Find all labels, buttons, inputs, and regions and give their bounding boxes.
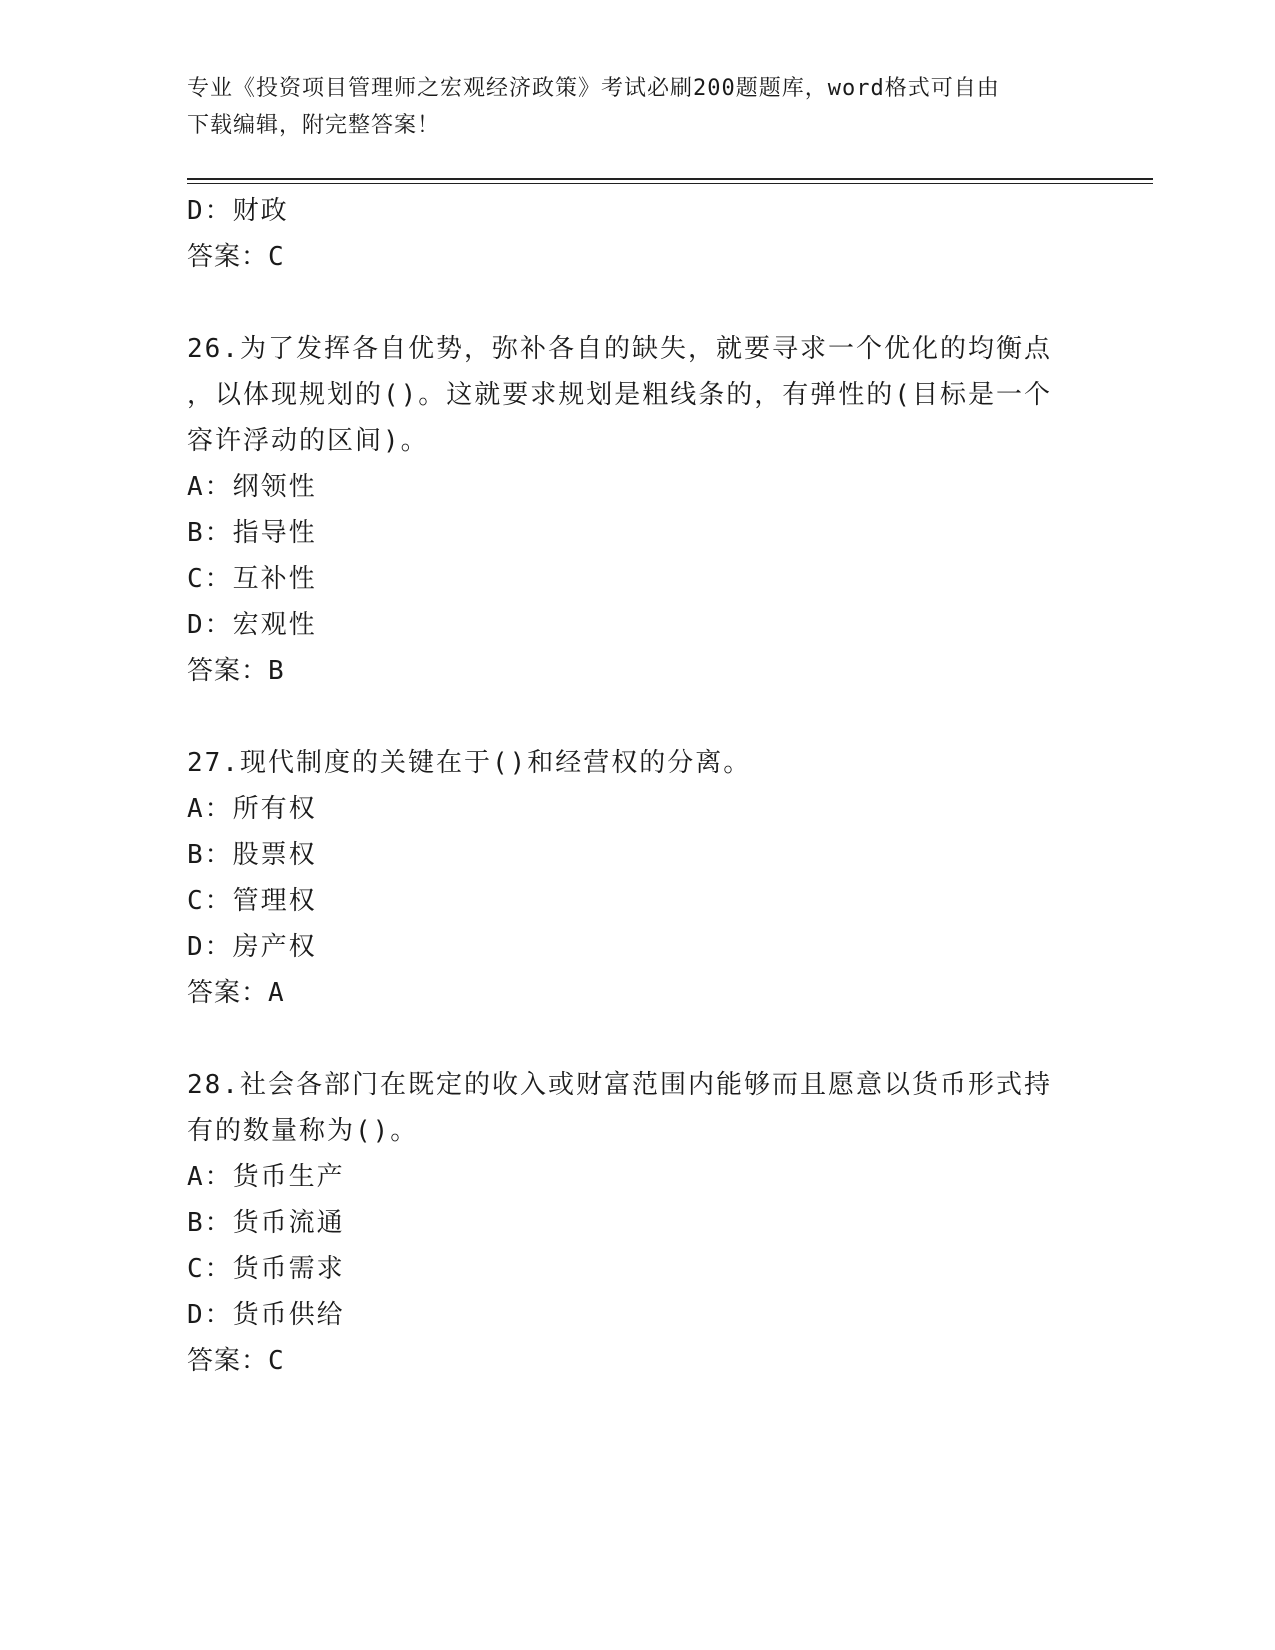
question-stem-line: 28.社会各部门在既定的收入或财富范围内能够而且愿意以货币形式持 bbox=[187, 1070, 1052, 1100]
option-a: A：货币生产 bbox=[187, 1162, 345, 1192]
question-27 bbox=[187, 740, 1087, 1016]
option-c: C：管理权 bbox=[187, 886, 317, 916]
question-stem-line: 有的数量称为()。 bbox=[187, 1116, 419, 1146]
option-d: D：货币供给 bbox=[187, 1300, 345, 1330]
question-stem-line: 容许浮动的区间)。 bbox=[187, 426, 429, 456]
option-c: C：货币需求 bbox=[187, 1254, 345, 1284]
option-c: C：互补性 bbox=[187, 564, 317, 594]
answer-line: 答案：C bbox=[187, 1346, 285, 1376]
header-rule-thick bbox=[187, 178, 1153, 180]
option-a: A：纲领性 bbox=[187, 472, 317, 502]
header-line-1: 专业《投资项目管理师之宏观经济政策》考试必刷200题题库，word格式可自由 bbox=[187, 76, 1000, 101]
question-28 bbox=[187, 1062, 1087, 1384]
option-d: D：房产权 bbox=[187, 932, 317, 962]
question-stem-line: ，以体现规划的()。这就要求规划是粗线条的，有弹性的(目标是一个 bbox=[187, 380, 1052, 410]
header-rule-thin bbox=[187, 183, 1153, 184]
spacer bbox=[187, 1016, 1087, 1062]
spacer bbox=[187, 694, 1087, 740]
option-d: D：财政 bbox=[187, 196, 289, 226]
question-stem-line: 26.为了发挥各自优势，弥补各自的缺失，就要寻求一个优化的均衡点 bbox=[187, 334, 1052, 364]
question-stem-line: 27.现代制度的关键在于()和经营权的分离。 bbox=[187, 748, 752, 778]
answer-line: 答案：B bbox=[187, 656, 285, 686]
option-d: D：宏观性 bbox=[187, 610, 317, 640]
question-26 bbox=[187, 326, 1087, 694]
spacer bbox=[187, 280, 1087, 326]
option-b: B：指导性 bbox=[187, 518, 317, 548]
option-b: B：货币流通 bbox=[187, 1208, 345, 1238]
document-header bbox=[187, 70, 1087, 144]
answer-line: 答案：C bbox=[187, 242, 285, 272]
option-a: A：所有权 bbox=[187, 794, 317, 824]
question-content bbox=[187, 188, 1087, 1384]
header-line-2: 下载编辑，附完整答案！ bbox=[187, 113, 441, 138]
answer-line: 答案：A bbox=[187, 978, 285, 1008]
option-b: B：股票权 bbox=[187, 840, 317, 870]
